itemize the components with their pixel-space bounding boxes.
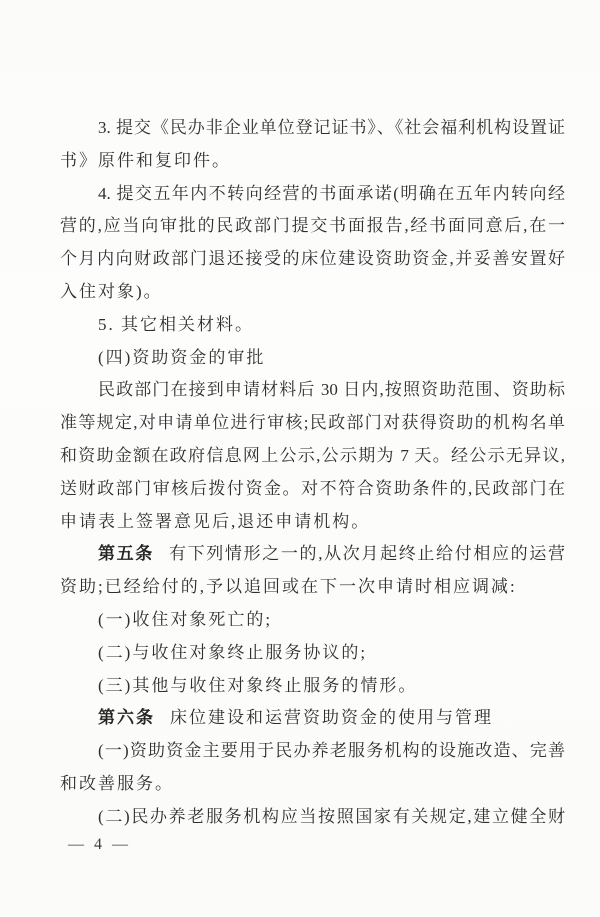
line-text: 床位建设和运营资助资金的使用与管理 <box>170 708 493 728</box>
line-text: (二)与收住对象终止服务协议的; <box>98 642 368 662</box>
line-text: 入住对象)。 <box>60 281 163 301</box>
line-text: 4. 提交五年内不转向经营的书面承诺(明确在五年内转向经 <box>98 183 565 203</box>
line-text: 申请表上签署意见后,退还申请机构。 <box>60 511 371 531</box>
article-number: 第五条 <box>98 544 154 564</box>
page-number: — 4 — <box>68 836 131 853</box>
line-text: 书》原件和复印件。 <box>60 150 231 170</box>
body-line <box>60 145 565 178</box>
line-text: (一)资助资金主要用于民办养老服务机构的设施改造、完善 <box>98 741 565 761</box>
line-text: 准等规定,对申请单位进行审核;民政部门对获得资助的机构名单 <box>60 413 565 433</box>
article-line <box>60 702 565 735</box>
section-heading-line <box>60 342 565 375</box>
line-text: 和资助金额在政府信息网上公示,公示期为 7 天。经公示无异议, <box>60 445 565 465</box>
line-text: (四)资助资金的审批 <box>98 347 266 367</box>
body-line <box>60 276 565 309</box>
line-text: 送财政部门审核后拨付资金。对不符合资助条件的,民政部门在 <box>60 478 565 498</box>
list-item-line <box>60 735 565 768</box>
line-text: 和改善服务。 <box>60 773 174 793</box>
body-line <box>60 112 565 145</box>
document-body <box>60 112 565 834</box>
body-line <box>60 178 565 211</box>
body-line <box>60 571 565 604</box>
line-text: 有下列情形之一的,从次月起终止给付相应的运营 <box>168 544 565 564</box>
list-item-line <box>60 801 565 834</box>
line-text: 营的,应当向审批的民政部门提交书面报告,经书面同意后,在一 <box>60 216 565 236</box>
line-text: 个月内向财政部门退还接受的床位建设资助资金,并妥善安置好 <box>60 249 565 269</box>
body-line <box>60 407 565 440</box>
article-number: 第六条 <box>98 708 155 728</box>
list-item-line <box>60 670 565 703</box>
body-line <box>60 243 565 276</box>
body-line <box>60 309 565 342</box>
line-text: (二)民办养老服务机构应当按照国家有关规定,建立健全财 <box>98 806 565 826</box>
article-line <box>60 538 565 571</box>
body-line <box>60 210 565 243</box>
line-text: (三)其他与收住对象终止服务的情形。 <box>98 675 418 695</box>
body-line <box>60 374 565 407</box>
body-line <box>60 506 565 539</box>
line-text: 资助;已经给付的,予以追回或在下一次申请时相应调减: <box>60 577 517 597</box>
body-line <box>60 473 565 506</box>
body-line <box>60 440 565 473</box>
line-text: 3. 提交《民办非企业单位登记证书》、《社会福利机构设置证 <box>98 118 565 137</box>
list-item-line <box>60 604 565 637</box>
line-text: 5. 其它相关材料。 <box>98 314 254 334</box>
line-text: 民政部门在接到申请材料后 30 日内,按照资助范围、资助标 <box>98 380 565 400</box>
list-item-line <box>60 637 565 670</box>
line-text: (一)收住对象死亡的; <box>98 609 273 629</box>
body-line <box>60 768 565 801</box>
